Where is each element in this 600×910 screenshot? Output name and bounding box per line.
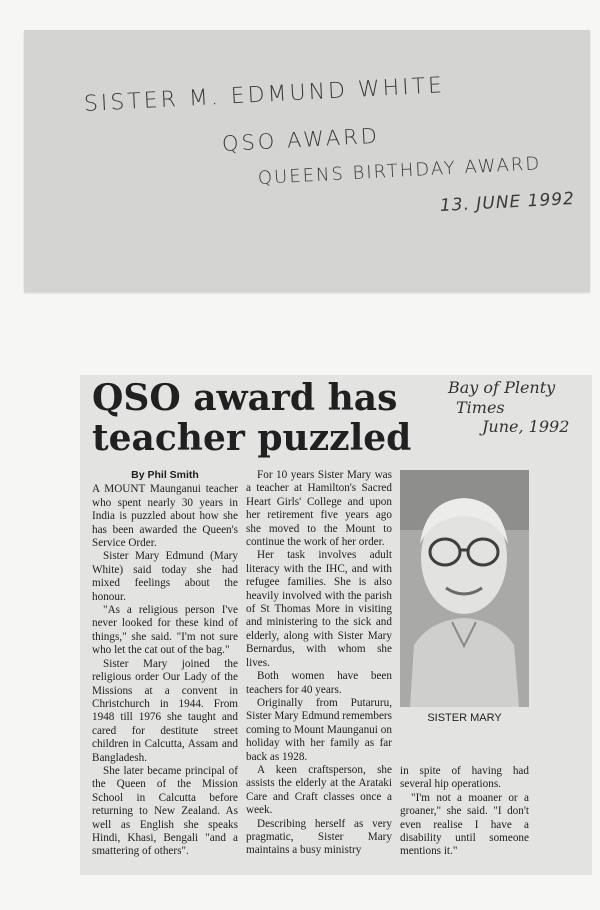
- paragraph: She later became principal of the Queen of the Mission School in Calcutta before returning to New Zealand. As well as English she speaks Hindi, Khasi, Bengali "and a smattering of others".: [92, 764, 238, 858]
- paragraph: A keen craftsperson, she assists the elderly at the Arataki Care and Craft classes once a week.: [246, 763, 392, 817]
- paragraph: Her task involves adult literacy with the IHC, and with refugee families. She is also heavily involved with the parish of St Thomas More in visiting and ministering to the sick and elderly, along with Sister Mary Bernardus, with whom she lives.: [246, 549, 392, 669]
- paragraph: "I'm not a moaner or a groaner," she said. "I don't even realise I have a disability until someone mentions it.": [400, 791, 529, 858]
- label-line-award: QSO AWARD: [221, 123, 381, 156]
- source-note-line-1: Bay of Plenty: [448, 378, 556, 397]
- paragraph: Sister Mary Edmund (Mary White) said today she had mixed feelings about the honour.: [92, 550, 238, 603]
- source-note-line-3: June, 1992: [482, 417, 570, 436]
- article-headline: [92, 378, 442, 458]
- article-byline: By Phil Smith: [131, 469, 199, 481]
- photo-caption: SISTER MARY: [427, 712, 502, 724]
- paragraph: "As a religious person I've never looked for these kind of things," she said. "I'm not sure who let the cat out of the bag.": [92, 604, 238, 657]
- paragraph: Describing herself as very pragmatic, Sister Mary maintains a busy ministry: [246, 817, 392, 857]
- headline-line-2: teacher puzzled: [92, 417, 412, 459]
- article-column-2: [246, 469, 392, 858]
- label-line-birthday: QUEENS BIRTHDAY AWARD: [257, 153, 542, 189]
- label-line-name: SISTER M. EDMUND WHITE: [83, 73, 446, 117]
- paragraph: Sister Mary joined the religious order Our Lady of the Missions at a convent in Christchurch in 1944. From 1948 till 1976 she taught and cared for destitute street children in Calcutta, Assam and Bangladesh.: [92, 657, 238, 764]
- paragraph: in spite of having had several hip operations.: [400, 765, 529, 791]
- article-column-3: [400, 765, 529, 859]
- paragraph: Originally from Putaruru, Sister Mary Edmund remembers coming to Mount Maunganui on holiday with her family as far back as 1928.: [246, 696, 392, 763]
- paragraph: For 10 years Sister Mary was a teacher at Hamilton's Sacred Heart Girls' College and upon her retirement five years ago she moved to the Mount to continue the work of her order.: [246, 469, 392, 549]
- paragraph: Both women have been teachers for 40 years.: [246, 670, 392, 696]
- headline-line-1: QSO award has: [92, 377, 398, 419]
- source-note-line-2: Times: [456, 398, 505, 417]
- article-column-1: [92, 469, 238, 859]
- portrait-image: [400, 470, 529, 707]
- label-line-date: 13. JUNE 1992: [439, 188, 576, 216]
- portrait-photo: [400, 470, 529, 707]
- paragraph: A MOUNT Maunganui teacher who spent nearly 30 years in India is puzzled about how she has been awarded the Queen's Service Order.: [92, 483, 238, 550]
